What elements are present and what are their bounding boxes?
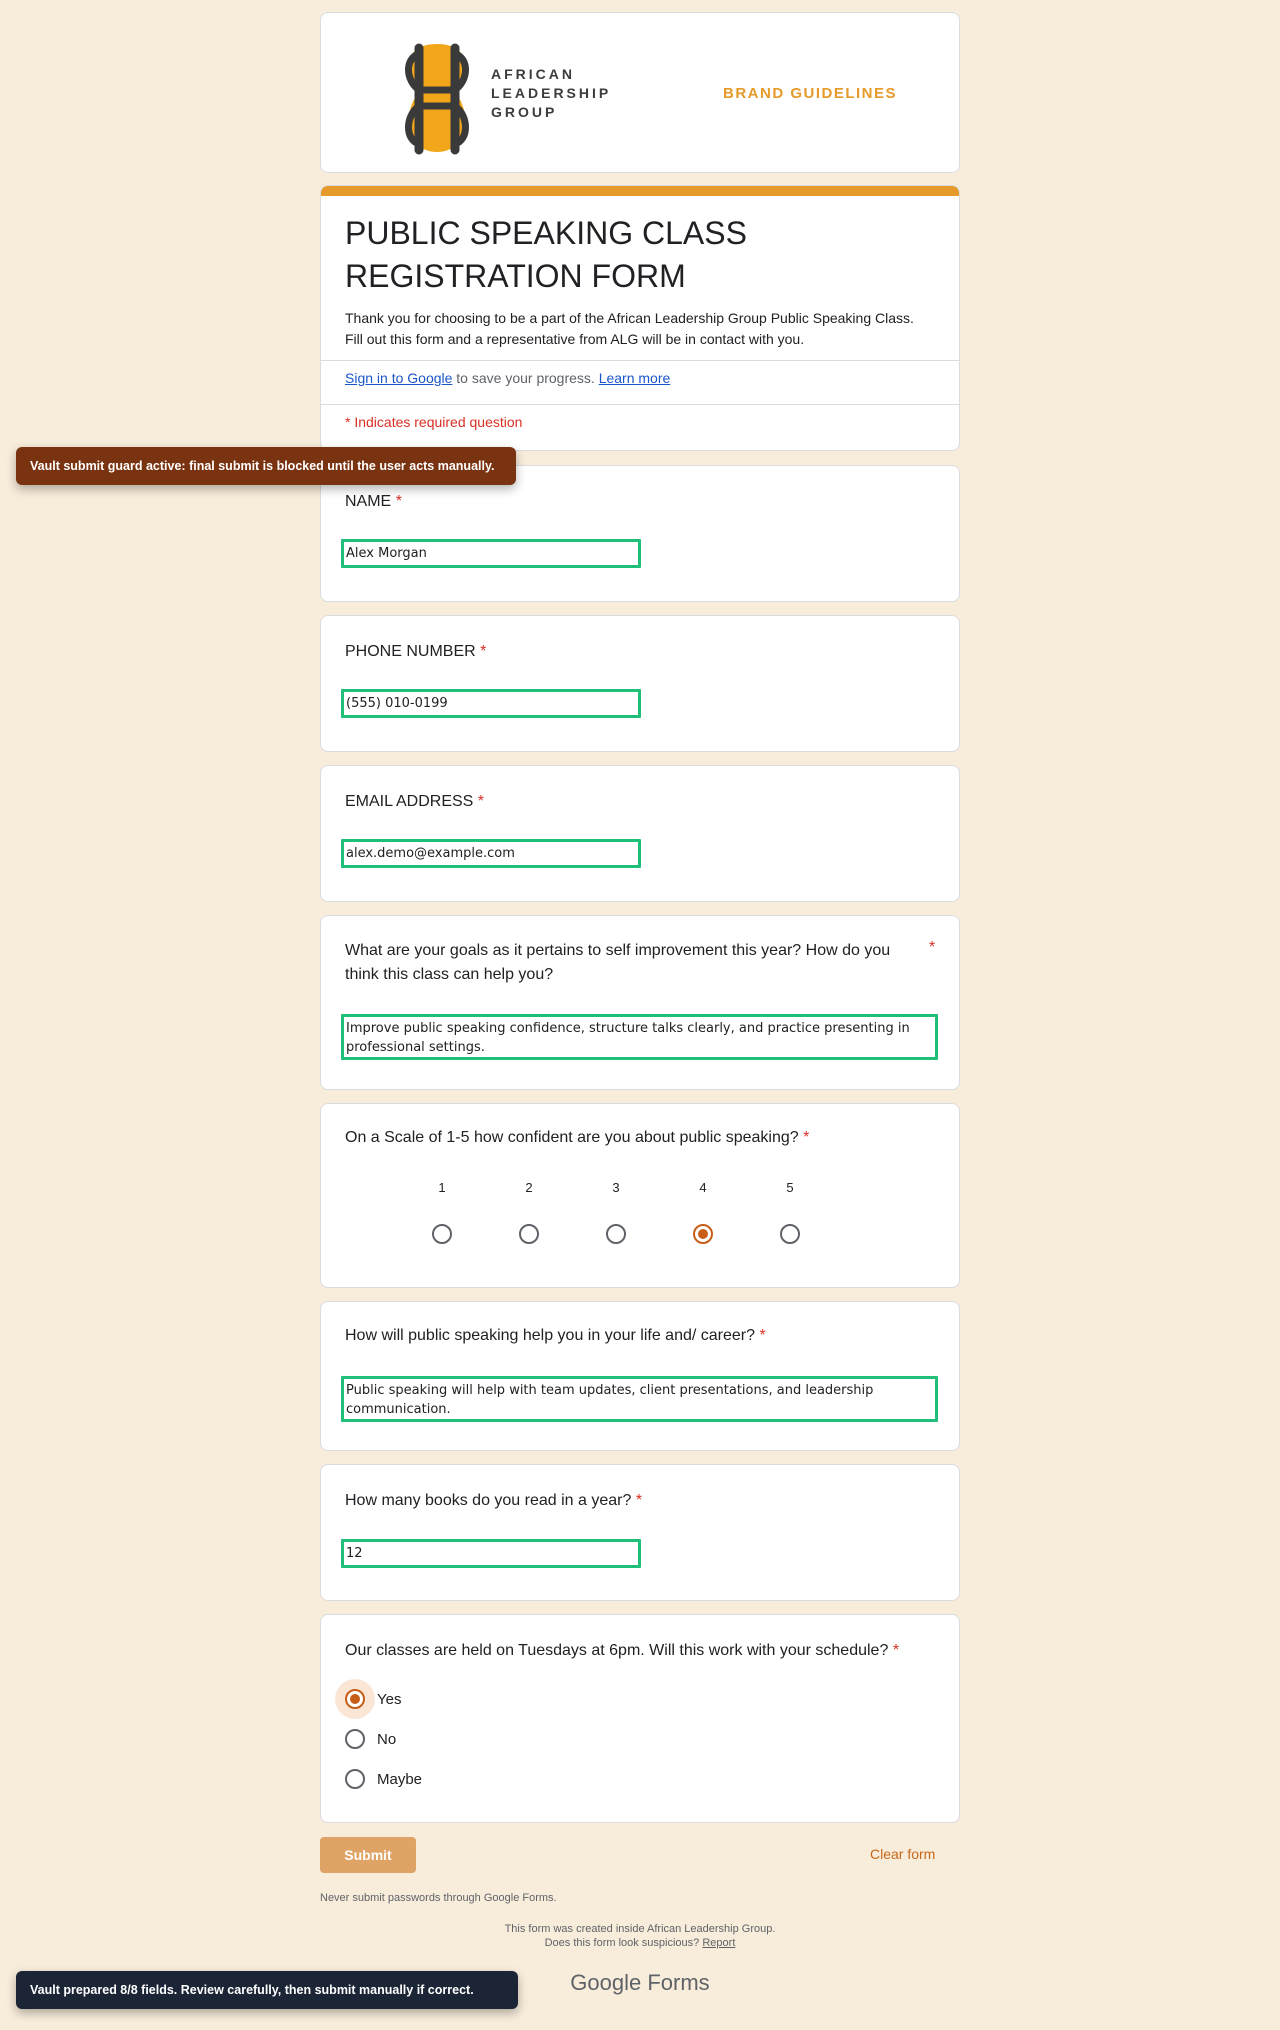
- schedule-radio-maybe[interactable]: [345, 1769, 365, 1789]
- option-label-maybe: Maybe: [377, 1771, 423, 1788]
- career-answer-field[interactable]: Public speaking will help with team updates, client presentations, and leadership communication.: [341, 1376, 938, 1422]
- required-asterisk: *: [892, 1642, 900, 1659]
- brand-guidelines-link[interactable]: BRAND GUIDELINES: [723, 85, 898, 102]
- brand-line-1: AFRICAN: [491, 66, 575, 82]
- fields-prepared-toast: Vault prepared 8/8 fields. Review carefully, then submit manually if correct.: [16, 1971, 518, 2009]
- brand-header-card: [320, 12, 960, 173]
- scale-radio-4[interactable]: [693, 1224, 713, 1244]
- question-card-phone: [320, 615, 960, 752]
- report-link[interactable]: Report: [702, 1937, 736, 1949]
- required-asterisk: *: [929, 939, 936, 956]
- required-note: * Indicates required question: [345, 414, 523, 430]
- question-text: On a Scale of 1-5 how confident are you about public speaking?: [345, 1129, 799, 1146]
- question-label: [345, 640, 486, 664]
- scale-radio-5[interactable]: [780, 1224, 800, 1244]
- books-field[interactable]: [341, 1539, 641, 1568]
- google-forms-logo[interactable]: Google Forms: [570, 1970, 710, 1995]
- scale-label-2: 2: [525, 1180, 533, 1195]
- question-card-confidence: [320, 1103, 960, 1288]
- scale-label-5: 5: [786, 1180, 794, 1195]
- sign-in-link[interactable]: Sign in to Google: [345, 370, 453, 386]
- question-text: PHONE NUMBER: [345, 643, 476, 660]
- question-card-goals: [320, 915, 960, 1090]
- goals-answer-field[interactable]: Improve public speaking confidence, structure talks clearly, and practice presenting in professional settings.: [341, 1014, 938, 1060]
- question-card-schedule: [320, 1614, 960, 1823]
- submit-guard-toast: Vault submit guard active: final submit is blocked until the user acts manually.: [16, 447, 516, 485]
- brand-line-2: LEADERSHIP: [491, 85, 612, 101]
- learn-more-link[interactable]: Learn more: [598, 370, 671, 386]
- question-label: [345, 1639, 899, 1663]
- question-text: How will public speaking help you in your life and/ career?: [345, 1327, 755, 1344]
- required-asterisk: *: [635, 1492, 643, 1509]
- page-title: PUBLIC SPEAKING CLASS REGISTRATION FORM: [345, 215, 747, 294]
- question-text: How many books do you read in a year?: [345, 1492, 632, 1509]
- suspicious-text: Does this form look suspicious?: [544, 1937, 700, 1949]
- question-card-books: [320, 1464, 960, 1601]
- divider: [321, 404, 959, 405]
- divider: [321, 360, 959, 361]
- scale-radio-1[interactable]: [432, 1224, 452, 1244]
- question-text: EMAIL ADDRESS: [345, 793, 474, 810]
- accent-bar: [321, 186, 959, 196]
- scale-label-3: 3: [612, 1180, 620, 1195]
- question-label: [345, 790, 484, 814]
- question-text: Our classes are held on Tuesdays at 6pm. Will this work with your schedule?: [345, 1642, 889, 1659]
- required-asterisk: *: [477, 793, 485, 810]
- required-asterisk: *: [480, 643, 487, 660]
- signin-row: [345, 370, 670, 386]
- name-field[interactable]: [341, 539, 641, 568]
- clear-form-button[interactable]: Clear form: [870, 1846, 936, 1862]
- schedule-radio-no[interactable]: [345, 1729, 365, 1749]
- scale-radio-2[interactable]: [519, 1224, 539, 1244]
- form-description: Thank you for choosing to be a part of the African Leadership Group Public Speaking Class. Fill out this form and a representative from ALG will be in contact with you.: [345, 310, 914, 347]
- option-label-yes: Yes: [377, 1691, 402, 1708]
- brand-wordmark: [491, 65, 611, 122]
- suspicious-row: [320, 1936, 960, 1950]
- email-field[interactable]: [341, 839, 641, 868]
- brand-line-3: GROUP: [491, 104, 558, 120]
- required-asterisk: *: [759, 1327, 766, 1344]
- question-label: [345, 1489, 642, 1513]
- scale-radio-3[interactable]: [606, 1224, 626, 1244]
- required-asterisk: *: [395, 493, 402, 510]
- option-label-no: No: [377, 1731, 397, 1748]
- question-card-name: [320, 465, 960, 602]
- question-card-email: [320, 765, 960, 902]
- schedule-radio-yes[interactable]: [345, 1689, 365, 1709]
- scale-label-1: 1: [438, 1180, 446, 1195]
- scale-label-4: 4: [699, 1180, 707, 1195]
- required-asterisk: *: [803, 1129, 810, 1146]
- form-title-card: [320, 185, 960, 451]
- question-label: [345, 490, 402, 514]
- question-text: NAME: [345, 493, 392, 510]
- question-card-career: [320, 1301, 960, 1451]
- footer-note: [320, 1922, 960, 1950]
- question-text: What are your goals as it pertains to self improvement this year? How do you think this class can help you?: [345, 942, 891, 983]
- phone-field[interactable]: [341, 689, 641, 718]
- password-warning: Never submit passwords through Google Forms.: [320, 1892, 557, 1904]
- created-inside-text: This form was created inside African Leadership Group.: [504, 1923, 776, 1935]
- signin-suffix: to save your progress.: [452, 370, 599, 386]
- alg-logo-icon: [397, 40, 477, 158]
- question-label: [345, 1324, 766, 1348]
- question-label: [345, 1126, 809, 1150]
- submit-button[interactable]: Submit: [320, 1837, 416, 1873]
